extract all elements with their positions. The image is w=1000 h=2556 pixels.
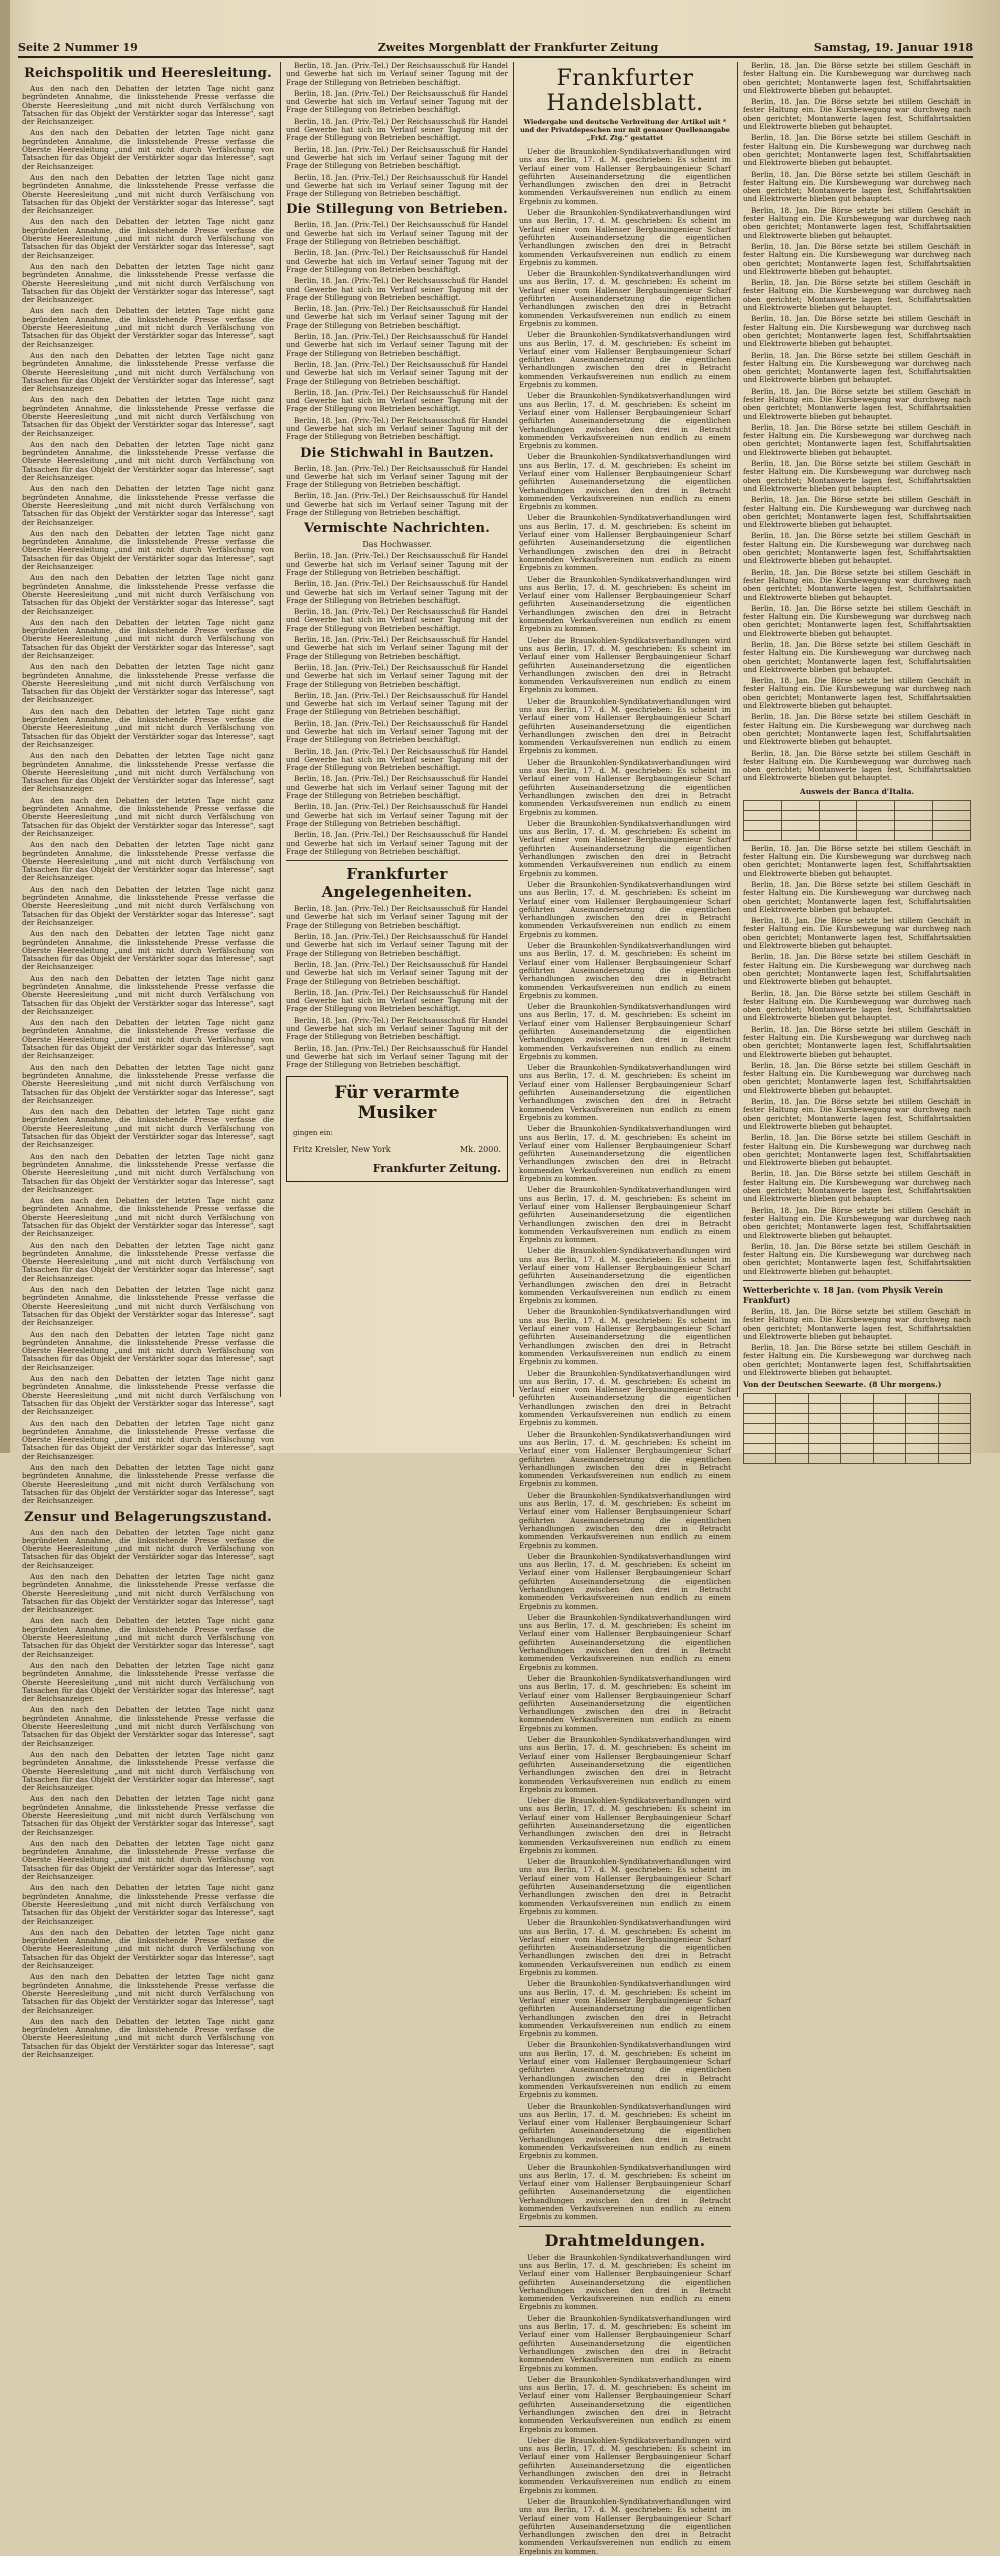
article-text: Berlin, 18. Jan. Die Börse setzte bei stillem Geschäft in fester Haltung ein. Die Kursbewegung war durchweg nach oben gerichtet; Montanwerte lagen fest, Schiffahrtsaktien und Elektrowerte blieben gut behauptet. (743, 1307, 971, 1341)
article-text: Berlin, 18. Jan. (Priv.-Tel.) Der Reichsausschuß für Handel und Gewerbe hat sich im Verlauf seiner Tagung mit der Frage der Stillegung von Betrieben beschäftigt. (286, 276, 508, 302)
table-title-banca: Ausweis der Banca d'Italia. (799, 786, 915, 796)
article-text: Berlin, 18. Jan. (Priv.-Tel.) Der Reichsausschuß für Handel und Gewerbe hat sich im Verlauf seiner Tagung mit der Frage der Stillegung von Betrieben beschäftigt. (286, 607, 508, 633)
article-text: Ueber die Braunkohlen-Syndikatsverhandlungen wird uns aus Berlin, 17. d. M. geschrieben: Es scheint im Verlauf einer vom Hallenser Bergbauingenieur Scharf geführten Auseinandersetzung die eigentlichen Verhandlungen zwischen den drei in Betracht kommenden Verkaufsvereinen nun endlich zu einem Ergebnis zu kommen. (519, 2496, 731, 2556)
article-text: Aus den nach den Debatten der letzten Tage nicht ganz begründeten Annahme, die linksstehende Presse verfasse die Oberste Heeresleitung „und mit nicht durch Verfälschung von Tatsachen für das Objekt der Verstärkter sogar das Interesse“, sagt der Reichsanzeiger. (22, 1705, 274, 1748)
article-text: Berlin, 18. Jan. (Priv.-Tel.) Der Reichsausschuß für Handel und Gewerbe hat sich im Verlauf seiner Tagung mit der Frage der Stillegung von Betrieben beschäftigt. (286, 61, 508, 87)
article-text: Ueber die Braunkohlen-Syndikatsverhandlungen wird uns aus Berlin, 17. d. M. geschrieben: Es scheint im Verlauf einer vom Hallenser Bergbauingenieur Scharf geführten Auseinandersetzung die eigentlichen Verhandlungen zwischen den drei in Betracht kommenden Verkaufsvereinen nun endlich zu einem Ergebnis zu kommen. (519, 208, 731, 267)
article-text: Ueber die Braunkohlen-Syndikatsverhandlungen wird uns aus Berlin, 17. d. M. geschrieben: Es scheint im Verlauf einer vom Hallenser Bergbauingenieur Scharf geführten Auseinandersetzung die eigentlichen Verhandlungen zwischen den drei in Betracht kommenden Verkaufsvereinen nun endlich zu einem Ergebnis zu kommen. (519, 1246, 731, 1306)
article-text: Ueber die Braunkohlen-Syndikatsverhandlungen wird uns aus Berlin, 17. d. M. geschrieben: Es scheint im Verlauf einer vom Hallenser Bergbauingenieur Scharf geführten Auseinandersetzung die eigentlichen Verhandlungen zwischen den drei in Betracht kommenden Verkaufsvereinen nun endlich zu einem Ergebnis zu kommen. (519, 452, 731, 512)
article-text: Ueber die Braunkohlen-Syndikatsverhandlungen wird uns aus Berlin, 17. d. M. geschrieben: Es scheint im Verlauf einer vom Hallenser Bergbauingenieur Scharf geführten Auseinandersetzung die eigentlichen Verhandlungen zwischen den drei in Betracht kommenden Verkaufsvereinen nun endlich zu einem Ergebnis zu kommen. (519, 1612, 731, 1672)
article-text: Aus den nach den Debatten der letzten Tage nicht ganz begründeten Annahme, die linksstehende Presse verfasse die Oberste Heeresleitung „und mit nicht durch Verfälschung von Tatsachen für das Objekt der Verstärkter sogar das Interesse“, sagt der Reichsanzeiger. (22, 128, 274, 171)
article-text: Ueber die Braunkohlen-Syndikatsverhandlungen wird uns aus Berlin, 17. d. M. geschrieben: Es scheint im Verlauf einer vom Hallenser Bergbauingenieur Scharf geführten Auseinandersetzung die eigentlichen Verhandlungen zwischen den drei in Betracht kommenden Verkaufsvereinen nun endlich zu einem Ergebnis zu kommen. (519, 147, 731, 206)
article-text: Ueber die Braunkohlen-Syndikatsverhandlungen wird uns aus Berlin, 17. d. M. geschrieben: Es scheint im Verlauf einer vom Hallenser Bergbauingenieur Scharf geführten Auseinandersetzung die eigentlichen Verhandlungen zwischen den drei in Betracht kommenden Verkaufsvereinen nun endlich zu einem Ergebnis zu kommen. (519, 2040, 731, 2100)
article-text: Ueber die Braunkohlen-Syndikatsverhandlungen wird uns aus Berlin, 17. d. M. geschrieben: Es scheint im Verlauf einer vom Hallenser Bergbauingenieur Scharf geführten Auseinandersetzung die eigentlichen Verhandlungen zwischen den drei in Betracht kommenden Verkaufsvereinen nun endlich zu einem Ergebnis zu kommen. (519, 1918, 731, 1978)
weather-table (743, 1393, 971, 1464)
article-text: Aus den nach den Debatten der letzten Tage nicht ganz begründeten Annahme, die linksstehende Presse verfasse die Oberste Heeresleitung „und mit nicht durch Verfälschung von Tatsachen für das Objekt der Verstärkter sogar das Interesse“, sagt der Reichsanzeiger. (22, 795, 274, 838)
headline-stillegung: Die Stillegung von Betrieben. (286, 202, 508, 218)
article-text: Aus den nach den Debatten der letzten Tage nicht ganz begründeten Annahme, die linksstehende Presse verfasse die Oberste Heeresleitung „und mit nicht durch Verfälschung von Tatsachen für das Objekt der Verstärkter sogar das Interesse“, sagt der Reichsanzeiger. (22, 840, 274, 883)
article-text: Aus den nach den Debatten der letzten Tage nicht ganz begründeten Annahme, die linksstehende Presse verfasse die Oberste Heeresleitung „und mit nicht durch Verfälschung von Tatsachen für das Objekt der Verstärkter sogar das Interesse“, sagt der Reichsanzeiger. (22, 1285, 274, 1328)
article-text: Berlin, 18. Jan. Die Börse setzte bei stillem Geschäft in fester Haltung ein. Die Kursbewegung war durchweg nach oben gerichtet; Montanwerte lagen fest, Schiffahrtsaktien und Elektrowerte blieben gut behauptet. (743, 640, 971, 674)
article-text: Aus den nach den Debatten der letzten Tage nicht ganz begründeten Annahme, die linksstehende Presse verfasse die Oberste Heeresleitung „und mit nicht durch Verfälschung von Tatsachen für das Objekt der Verstärkter sogar das Interesse“, sagt der Reichsanzeiger. (22, 1196, 274, 1239)
article-text: Aus den nach den Debatten der letzten Tage nicht ganz begründeten Annahme, die linksstehende Presse verfasse die Oberste Heeresleitung „und mit nicht durch Verfälschung von Tatsachen für das Objekt der Verstärkter sogar das Interesse“, sagt der Reichsanzeiger. (22, 1972, 274, 2015)
bank-statement-table (743, 800, 971, 841)
article-text: Berlin, 18. Jan. Die Börse setzte bei stillem Geschäft in fester Haltung ein. Die Kursbewegung war durchweg nach oben gerichtet; Montanwerte lagen fest, Schiffahrtsaktien und Elektrowerte blieben gut behauptet. (743, 1343, 971, 1378)
article-text: Berlin, 18. Jan. Die Börse setzte bei stillem Geschäft in fester Haltung ein. Die Kursbewegung war durchweg nach oben gerichtet; Montanwerte lagen fest, Schiffahrtsaktien und Elektrowerte blieben gut behauptet. (743, 988, 971, 1023)
article-text: Aus den nach den Debatten der letzten Tage nicht ganz begründeten Annahme, die linksstehende Presse verfasse die Oberste Heeresleitung „und mit nicht durch Verfälschung von Tatsachen für das Objekt der Verstärkter sogar das Interesse“, sagt der Reichsanzeiger. (22, 484, 274, 527)
donor-name: Fritz Kreisler, New York (293, 1144, 391, 1154)
headline-drahtmeldungen: Drahtmeldungen. (544, 2230, 706, 2250)
article-text: Ueber die Braunkohlen-Syndikatsverhandlungen wird uns aus Berlin, 17. d. M. geschrieben: Es scheint im Verlauf einer vom Hallenser Bergbauingenieur Scharf geführten Auseinandersetzung die eigentlichen Verhandlungen zwischen den drei in Betracht kommenden Verkaufsvereinen nun endlich zu einem Ergebnis zu kommen. (519, 1429, 731, 1489)
article-text: Ueber die Braunkohlen-Syndikatsverhandlungen wird uns aus Berlin, 17. d. M. geschrieben: Es scheint im Verlauf einer vom Hallenser Bergbauingenieur Scharf geführten Auseinandersetzung die eigentlichen Verhandlungen zwischen den drei in Betracht kommenden Verkaufsvereinen nun endlich zu einem Ergebnis zu kommen. (519, 2162, 731, 2222)
article-text: Aus den nach den Debatten der letzten Tage nicht ganz begründeten Annahme, die linksstehende Presse verfasse die Oberste Heeresleitung „und mit nicht durch Verfälschung von Tatsachen für das Objekt der Verstärkter sogar das Interesse“, sagt der Reichsanzeiger. (22, 1571, 274, 1615)
article-text: Aus den nach den Debatten der letzten Tage nicht ganz begründeten Annahme, die linksstehende Presse verfasse die Oberste Heeresleitung „und mit nicht durch Verfälschung von Tatsachen für das Objekt der Verstärkter sogar das Interesse“, sagt der Reichsanzeiger. (22, 172, 274, 216)
article-text: Aus den nach den Debatten der letzten Tage nicht ganz begründeten Annahme, die linksstehende Presse verfasse die Oberste Heeresleitung „und mit nicht durch Verfälschung von Tatsachen für das Objekt der Verstärkter sogar das Interesse“, sagt der Reichsanzeiger. (22, 350, 274, 394)
article-text: Berlin, 18. Jan. Die Börse setzte bei stillem Geschäft in fester Haltung ein. Die Kursbewegung war durchweg nach oben gerichtet; Montanwerte lagen fest, Schiffahrtsaktien und Elektrowerte blieben gut behauptet. (743, 748, 971, 783)
article-text: Ueber die Braunkohlen-Syndikatsverhandlungen wird uns aus Berlin, 17. d. M. geschrieben: Es scheint im Verlauf einer vom Hallenser Bergbauingenieur Scharf geführten Auseinandersetzung die eigentlichen Verhandlungen zwischen den drei in Betracht kommenden Verkaufsvereinen nun endlich zu einem Ergebnis zu kommen. (519, 635, 731, 695)
article-text: Aus den nach den Debatten der letzten Tage nicht ganz begründeten Annahme, die linksstehende Presse verfasse die Oberste Heeresleitung „und mit nicht durch Verfälschung von Tatsachen für das Objekt der Verstärkter sogar das Interesse“, sagt der Reichsanzeiger. (22, 528, 274, 572)
article-text: Aus den nach den Debatten der letzten Tage nicht ganz begründeten Annahme, die linksstehende Presse verfasse die Oberste Heeresleitung „und mit nicht durch Verfälschung von Tatsachen für das Objekt der Verstärkter sogar das Interesse“, sagt der Reichsanzeiger. (22, 1749, 274, 1793)
column-3 (519, 62, 731, 2556)
article-text: Berlin, 18. Jan. (Priv.-Tel.) Der Reichsausschuß für Handel und Gewerbe hat sich im Verlauf seiner Tagung mit der Frage der Stillegung von Betrieben beschäftigt. (286, 332, 508, 358)
article-text: Berlin, 18. Jan. (Priv.-Tel.) Der Reichsausschuß für Handel und Gewerbe hat sich im Verlauf seiner Tagung mit der Frage der Stillegung von Betrieben beschäftigt. (286, 415, 508, 442)
article-text: Berlin, 18. Jan. Die Börse setzte bei stillem Geschäft in fester Haltung ein. Die Kursbewegung war durchweg nach oben gerichtet; Montanwerte lagen fest, Schiffahrtsaktien und Elektrowerte blieben gut behauptet. (743, 97, 971, 132)
article-text: Aus den nach den Debatten der letzten Tage nicht ganz begründeten Annahme, die linksstehende Presse verfasse die Oberste Heeresleitung „und mit nicht durch Verfälschung von Tatsachen für das Objekt der Verstärkter sogar das Interesse“, sagt der Reichsanzeiger. (22, 1418, 274, 1461)
binding-spine (0, 0, 10, 1453)
article-text: Aus den nach den Debatten der letzten Tage nicht ganz begründeten Annahme, die linksstehende Presse verfasse die Oberste Heeresleitung „und mit nicht durch Verfälschung von Tatsachen für das Objekt der Verstärkter sogar das Interesse“, sagt der Reichsanzeiger. (22, 973, 274, 1016)
article-text: Berlin, 18. Jan. (Priv.-Tel.) Der Reichsausschuß für Handel und Gewerbe hat sich im Verlauf seiner Tagung mit der Frage der Stillegung von Betrieben beschäftigt. (286, 304, 508, 330)
article-text: Aus den nach den Debatten der letzten Tage nicht ganz begründeten Annahme, die linksstehende Presse verfasse die Oberste Heeresleitung „und mit nicht durch Verfälschung von Tatsachen für das Objekt der Verstärkter sogar das Interesse“, sagt der Reichsanzeiger. (22, 1527, 274, 1570)
seewarte-title: Von der Deutschen Seewarte. (8 Uhr morgens.) (743, 1380, 942, 1390)
article-text: Ueber die Braunkohlen-Syndikatsverhandlungen wird uns aus Berlin, 17. d. M. geschrieben: Es scheint im Verlauf einer vom Hallenser Bergbauingenieur Scharf geführten Auseinandersetzung die eigentlichen Verhandlungen zwischen den drei in Betracht kommenden Verkaufsvereinen nun endlich zu einem Ergebnis zu kommen. (519, 1185, 731, 1245)
article-text: Ueber die Braunkohlen-Syndikatsverhandlungen wird uns aus Berlin, 17. d. M. geschrieben: Es scheint im Verlauf einer vom Hallenser Bergbauingenieur Scharf geführten Auseinandersetzung die eigentlichen Verhandlungen zwischen den drei in Betracht kommenden Verkaufsvereinen nun endlich zu einem Ergebnis zu kommen. (519, 1124, 731, 1184)
article-text: Aus den nach den Debatten der letzten Tage nicht ganz begründeten Annahme, die linksstehende Presse verfasse die Oberste Heeresleitung „und mit nicht durch Verfälschung von Tatsachen für das Objekt der Verstärkter sogar das Interesse“, sagt der Reichsanzeiger. (22, 1374, 274, 1417)
article-text: Berlin, 18. Jan. Die Börse setzte bei stillem Geschäft in fester Haltung ein. Die Kursbewegung war durchweg nach oben gerichtet; Montanwerte lagen fest, Schiffahrtsaktien und Elektrowerte blieben gut behauptet. (743, 350, 971, 385)
article-text: Berlin, 18. Jan. Die Börse setzte bei stillem Geschäft in fester Haltung ein. Die Kursbewegung war durchweg nach oben gerichtet; Montanwerte lagen fest, Schiffahrtsaktien und Elektrowerte blieben gut behauptet. (743, 1169, 971, 1204)
article-text: Aus den nach den Debatten der letzten Tage nicht ganz begründeten Annahme, die linksstehende Presse verfasse die Oberste Heeresleitung „und mit nicht durch Verfälschung von Tatsachen für das Objekt der Verstärkter sogar das Interesse“, sagt der Reichsanzeiger. (22, 706, 274, 749)
article-text: Aus den nach den Debatten der letzten Tage nicht ganz begründeten Annahme, die linksstehende Presse verfasse die Oberste Heeresleitung „und mit nicht durch Verfälschung von Tatsachen für das Objekt der Verstärkter sogar das Interesse“, sagt der Reichsanzeiger. (22, 1062, 274, 1105)
article-text: Berlin, 18. Jan. Die Börse setzte bei stillem Geschäft in fester Haltung ein. Die Kursbewegung war durchweg nach oben gerichtet; Montanwerte lagen fest, Schiffahrtsaktien und Elektrowerte blieben gut behauptet. (743, 1241, 971, 1276)
article-text: Aus den nach den Debatten der letzten Tage nicht ganz begründeten Annahme, die linksstehende Presse verfasse die Oberste Heeresleitung „und mit nicht durch Verfälschung von Tatsachen für das Objekt der Verstärkter sogar das Interesse“, sagt der Reichsanzeiger. (22, 1240, 274, 1283)
article-text: Berlin, 18. Jan. Die Börse setzte bei stillem Geschäft in fester Haltung ein. Die Kursbewegung war durchweg nach oben gerichtet; Montanwerte lagen fest, Schiffahrtsaktien und Elektrowerte blieben gut behauptet. (743, 531, 971, 566)
article-text: Aus den nach den Debatten der letzten Tage nicht ganz begründeten Annahme, die linksstehende Presse verfasse die Oberste Heeresleitung „und mit nicht durch Verfälschung von Tatsachen für das Objekt der Verstärkter sogar das Interesse“, sagt der Reichsanzeiger. (22, 1838, 274, 1882)
article-text: Berlin, 18. Jan. Die Börse setzte bei stillem Geschäft in fester Haltung ein. Die Kursbewegung war durchweg nach oben gerichtet; Montanwerte lagen fest, Schiffahrtsaktien und Elektrowerte blieben gut behauptet. (743, 459, 971, 493)
article-text: Berlin, 18. Jan. Die Börse setzte bei stillem Geschäft in fester Haltung ein. Die Kursbewegung war durchweg nach oben gerichtet; Montanwerte lagen fest, Schiffahrtsaktien und Elektrowerte blieben gut behauptet. (743, 278, 971, 313)
article-text: Ueber die Braunkohlen-Syndikatsverhandlungen wird uns aus Berlin, 17. d. M. geschrieben: Es scheint im Verlauf einer vom Hallenser Bergbauingenieur Scharf geführten Auseinandersetzung die eigentlichen Verhandlungen zwischen den drei in Betracht kommenden Verkaufsvereinen nun endlich zu einem Ergebnis zu kommen. (519, 2252, 731, 2312)
article-text: Aus den nach den Debatten der letzten Tage nicht ganz begründeten Annahme, die linksstehende Presse verfasse die Oberste Heeresleitung „und mit nicht durch Verfälschung von Tatsachen für das Objekt der Verstärkter sogar das Interesse“, sagt der Reichsanzeiger. (22, 1329, 274, 1372)
article-text: Berlin, 18. Jan. Die Börse setzte bei stillem Geschäft in fester Haltung ein. Die Kursbewegung war durchweg nach oben gerichtet; Montanwerte lagen fest, Schiffahrtsaktien und Elektrowerte blieben gut behauptet. (743, 676, 971, 711)
article-text: Berlin, 18. Jan. (Priv.-Tel.) Der Reichsausschuß für Handel und Gewerbe hat sich im Verlauf seiner Tagung mit der Frage der Stillegung von Betrieben beschäftigt. (286, 220, 508, 247)
article-text: Berlin, 18. Jan. Die Börse setzte bei stillem Geschäft in fester Haltung ein. Die Kursbewegung war durchweg nach oben gerichtet; Montanwerte lagen fest, Schiffahrtsaktien und Elektrowerte blieben gut behauptet. (743, 314, 971, 349)
column-4 (743, 62, 971, 1397)
article-text: Ueber die Braunkohlen-Syndikatsverhandlungen wird uns aus Berlin, 17. d. M. geschrieben: Es scheint im Verlauf einer vom Hallenser Bergbauingenieur Scharf geführten Auseinandersetzung die eigentlichen Verhandlungen zwischen den drei in Betracht kommenden Verkaufsvereinen nun endlich zu einem Ergebnis zu kommen. (519, 1490, 731, 1550)
column-rule (513, 62, 514, 1397)
article-text: Ueber die Braunkohlen-Syndikatsverhandlungen wird uns aus Berlin, 17. d. M. geschrieben: Es scheint im Verlauf einer vom Hallenser Bergbauingenieur Scharf geführten Auseinandersetzung die eigentlichen Verhandlungen zwischen den drei in Betracht kommenden Verkaufsvereinen nun endlich zu einem Ergebnis zu kommen. (519, 1796, 731, 1855)
donation-amount: Mk. 2000. (459, 1144, 501, 1154)
divider (286, 860, 508, 861)
article-text: Aus den nach den Debatten der letzten Tage nicht ganz begründeten Annahme, die linksstehende Presse verfasse die Oberste Heeresleitung „und mit nicht durch Verfälschung von Tatsachen für das Objekt der Verstärkter sogar das Interesse“, sagt der Reichsanzeiger. (22, 884, 274, 927)
article-text: Berlin, 18. Jan. (Priv.-Tel.) Der Reichsausschuß für Handel und Gewerbe hat sich im Verlauf seiner Tagung mit der Frage der Stillegung von Betrieben beschäftigt. (286, 359, 508, 386)
article-text: Berlin, 18. Jan. Die Börse setzte bei stillem Geschäft in fester Haltung ein. Die Kursbewegung war durchweg nach oben gerichtet; Montanwerte lagen fest, Schiffahrtsaktien und Elektrowerte blieben gut behauptet. (743, 241, 971, 276)
article-text: Aus den nach den Debatten der letzten Tage nicht ganz begründeten Annahme, die linksstehende Presse verfasse die Oberste Heeresleitung „und mit nicht durch Verfälschung von Tatsachen für das Objekt der Verstärkter sogar das Interesse“, sagt der Reichsanzeiger. (22, 2016, 274, 2060)
article-text: Aus den nach den Debatten der letzten Tage nicht ganz begründeten Annahme, die linksstehende Presse verfasse die Oberste Heeresleitung „und mit nicht durch Verfälschung von Tatsachen für das Objekt der Verstärkter sogar das Interesse“, sagt der Reichsanzeiger. (22, 1018, 274, 1061)
weather-report-title: Wetterberichte v. 18 Jan. (vom Physik Verein Frankfurt) (743, 1285, 944, 1305)
article-text: Berlin, 18. Jan. (Priv.-Tel.) Der Reichsausschuß für Handel und Gewerbe hat sich im Verlauf seiner Tagung mit der Frage der Stillegung von Betrieben beschäftigt. (286, 1015, 508, 1042)
headline-zensur: Zensur und Belagerungszustand. (24, 1509, 272, 1525)
article-text: Ueber die Braunkohlen-Syndikatsverhandlungen wird uns aus Berlin, 17. d. M. geschrieben: Es scheint im Verlauf einer vom Hallenser Bergbauingenieur Scharf geführten Auseinandersetzung die eigentlichen Verhandlungen zwischen den drei in Betracht kommenden Verkaufsvereinen nun endlich zu einem Ergebnis zu kommen. (519, 1857, 731, 1916)
article-text: Berlin, 18. Jan. (Priv.-Tel.) Der Reichsausschuß für Handel und Gewerbe hat sich im Verlauf seiner Tagung mit der Frage der Stillegung von Betrieben beschäftigt. (286, 116, 508, 143)
article-text: Ueber die Braunkohlen-Syndikatsverhandlungen wird uns aus Berlin, 17. d. M. geschrieben: Es scheint im Verlauf einer vom Hallenser Bergbauingenieur Scharf geführten Auseinandersetzung die eigentlichen Verhandlungen zwischen den drei in Betracht kommenden Verkaufsvereinen nun endlich zu einem Ergebnis zu kommen. (519, 1063, 731, 1122)
article-text: Berlin, 18. Jan. (Priv.-Tel.) Der Reichsausschuß für Handel und Gewerbe hat sich im Verlauf seiner Tagung mit der Frage der Stillegung von Betrieben beschäftigt. (286, 830, 508, 856)
article-text: Berlin, 18. Jan. (Priv.-Tel.) Der Reichsausschuß für Handel und Gewerbe hat sich im Verlauf seiner Tagung mit der Frage der Stillegung von Betrieben beschäftigt. (286, 463, 508, 490)
donation-footer: Frankfurter Zeitung. (372, 1161, 501, 1175)
article-text: Berlin, 18. Jan. (Priv.-Tel.) Der Reichsausschuß für Handel und Gewerbe hat sich im Verlauf seiner Tagung mit der Frage der Stillegung von Betrieben beschäftigt. (286, 144, 508, 171)
article-text: Ueber die Braunkohlen-Syndikatsverhandlungen wird uns aus Berlin, 17. d. M. geschrieben: Es scheint im Verlauf einer vom Hallenser Bergbauingenieur Scharf geführten Auseinandersetzung die eigentlichen Verhandlungen zwischen den drei in Betracht kommenden Verkaufsvereinen nun endlich zu einem Ergebnis zu kommen. (519, 269, 731, 328)
article-text: Berlin, 18. Jan. Die Börse setzte bei stillem Geschäft in fester Haltung ein. Die Kursbewegung war durchweg nach oben gerichtet; Montanwerte lagen fest, Schiffahrtsaktien und Elektrowerte blieben gut behauptet. (743, 205, 971, 240)
article-text: Berlin, 18. Jan. Die Börse setzte bei stillem Geschäft in fester Haltung ein. Die Kursbewegung war durchweg nach oben gerichtet; Montanwerte lagen fest, Schiffahrtsaktien und Elektrowerte blieben gut behauptet. (743, 1024, 971, 1059)
article-text: Berlin, 18. Jan. Die Börse setzte bei stillem Geschäft in fester Haltung ein. Die Kursbewegung war durchweg nach oben gerichtet; Montanwerte lagen fest, Schiffahrtsaktien und Elektrowerte blieben gut behauptet. (743, 879, 971, 914)
article-text: Aus den nach den Debatten der letzten Tage nicht ganz begründeten Annahme, die linksstehende Presse verfasse die Oberste Heeresleitung „und mit nicht durch Verfälschung von Tatsachen für das Objekt der Verstärkter sogar das Interesse“, sagt der Reichsanzeiger. (22, 929, 274, 972)
issue-date: Samstag, 19. Januar 1918 (813, 41, 973, 54)
article-text: Berlin, 18. Jan. Die Börse setzte bei stillem Geschäft in fester Haltung ein. Die Kursbewegung war durchweg nach oben gerichtet; Montanwerte lagen fest, Schiffahrtsaktien und Elektrowerte blieben gut behauptet. (743, 495, 971, 530)
article-text: Berlin, 18. Jan. (Priv.-Tel.) Der Reichsausschuß für Handel und Gewerbe hat sich im Verlauf seiner Tagung mit der Frage der Stillegung von Betrieben beschäftigt. (286, 88, 508, 115)
article-text: Ueber die Braunkohlen-Syndikatsverhandlungen wird uns aus Berlin, 17. d. M. geschrieben: Es scheint im Verlauf einer vom Hallenser Bergbauingenieur Scharf geführten Auseinandersetzung die eigentlichen Verhandlungen zwischen den drei in Betracht kommenden Verkaufsvereinen nun endlich zu einem Ergebnis zu kommen. (519, 1551, 731, 1611)
article-text: Aus den nach den Debatten der letzten Tage nicht ganz begründeten Annahme, die linksstehende Presse verfasse die Oberste Heeresleitung „und mit nicht durch Verfälschung von Tatsachen für das Objekt der Verstärkter sogar das Interesse“, sagt der Reichsanzeiger. (22, 306, 274, 349)
headline-stichwahl: Die Stichwahl in Bautzen. (300, 445, 494, 461)
article-text: Berlin, 18. Jan. Die Börse setzte bei stillem Geschäft in fester Haltung ein. Die Kursbewegung war durchweg nach oben gerichtet; Montanwerte lagen fest, Schiffahrtsaktien und Elektrowerte blieben gut behauptet. (743, 133, 971, 168)
article-text: Berlin, 18. Jan. (Priv.-Tel.) Der Reichsausschuß für Handel und Gewerbe hat sich im Verlauf seiner Tagung mit der Frage der Stillegung von Betrieben beschäftigt. (286, 904, 508, 930)
headline-frankfurter-angelegenheiten: Frankfurter Angelegenheiten. (321, 865, 473, 902)
article-text: Berlin, 18. Jan. (Priv.-Tel.) Der Reichsausschuß für Handel und Gewerbe hat sich im Verlauf seiner Tagung mit der Frage der Stillegung von Betrieben beschäftigt. (286, 579, 508, 605)
masthead-title: Zweites Morgenblatt der Frankfurter Zeitung (377, 41, 659, 54)
article-text: Ueber die Braunkohlen-Syndikatsverhandlungen wird uns aus Berlin, 17. d. M. geschrieben: Es scheint im Verlauf einer vom Hallenser Bergbauingenieur Scharf geführten Auseinandersetzung die eigentlichen Verhandlungen zwischen den drei in Betracht kommenden Verkaufsvereinen nun endlich zu einem Ergebnis zu kommen. (519, 2374, 731, 2434)
article-text: Berlin, 18. Jan. Die Börse setzte bei stillem Geschäft in fester Haltung ein. Die Kursbewegung war durchweg nach oben gerichtet; Montanwerte lagen fest, Schiffahrtsaktien und Elektrowerte blieben gut behauptet. (743, 1133, 971, 1168)
divider (519, 2226, 731, 2227)
article-text: Aus den nach den Debatten der letzten Tage nicht ganz begründeten Annahme, die linksstehende Presse verfasse die Oberste Heeresleitung „und mit nicht durch Verfälschung von Tatsachen für das Objekt der Verstärkter sogar das Interesse“, sagt der Reichsanzeiger. (22, 751, 274, 794)
article-text: Berlin, 18. Jan. (Priv.-Tel.) Der Reichsausschuß für Handel und Gewerbe hat sich im Verlauf seiner Tagung mit der Frage der Stillegung von Betrieben beschäftigt. (286, 746, 508, 773)
article-text: Berlin, 18. Jan. Die Börse setzte bei stillem Geschäft in fester Haltung ein. Die Kursbewegung war durchweg nach oben gerichtet; Montanwerte lagen fest, Schiffahrtsaktien und Elektrowerte blieben gut behauptet. (743, 916, 971, 951)
article-text: Berlin, 18. Jan. Die Börse setzte bei stillem Geschäft in fester Haltung ein. Die Kursbewegung war durchweg nach oben gerichtet; Montanwerte lagen fest, Schiffahrtsaktien und Elektrowerte blieben gut behauptet. (743, 61, 971, 95)
donation-intro: gingen ein: (293, 1128, 333, 1137)
article-text: Ueber die Braunkohlen-Syndikatsverhandlungen wird uns aus Berlin, 17. d. M. geschrieben: Es scheint im Verlauf einer vom Hallenser Bergbauingenieur Scharf geführten Auseinandersetzung die eigentlichen Verhandlungen zwischen den drei in Betracht kommenden Verkaufsvereinen nun endlich zu einem Ergebnis zu kommen. (519, 574, 731, 634)
article-text: Berlin, 18. Jan. (Priv.-Tel.) Der Reichsausschuß für Handel und Gewerbe hat sich im Verlauf seiner Tagung mit der Frage der Stillegung von Betrieben beschäftigt. (286, 1043, 508, 1070)
article-text: Aus den nach den Debatten der letzten Tage nicht ganz begründeten Annahme, die linksstehende Presse verfasse die Oberste Heeresleitung „und mit nicht durch Verfälschung von Tatsachen für das Objekt der Verstärkter sogar das Interesse“, sagt der Reichsanzeiger. (22, 1794, 274, 1837)
article-text: Aus den nach den Debatten der letzten Tage nicht ganz begründeten Annahme, die linksstehende Presse verfasse die Oberste Heeresleitung „und mit nicht durch Verfälschung von Tatsachen für das Objekt der Verstärkter sogar das Interesse“, sagt der Reichsanzeiger. (22, 395, 274, 438)
article-text: Aus den nach den Debatten der letzten Tage nicht ganz begründeten Annahme, die linksstehende Presse verfasse die Oberste Heeresleitung „und mit nicht durch Verfälschung von Tatsachen für das Objekt der Verstärkter sogar das Interesse“, sagt der Reichsanzeiger. (22, 1151, 274, 1194)
article-text: Berlin, 18. Jan. (Priv.-Tel.) Der Reichsausschuß für Handel und Gewerbe hat sich im Verlauf seiner Tagung mit der Frage der Stillegung von Betrieben beschäftigt. (286, 802, 508, 828)
headline-vermischte: Vermischte Nachrichten. (304, 521, 490, 537)
article-text: Berlin, 18. Jan. (Priv.-Tel.) Der Reichsausschuß für Handel und Gewerbe hat sich im Verlauf seiner Tagung mit der Frage der Stillegung von Betrieben beschäftigt. (286, 662, 508, 689)
article-text: Berlin, 18. Jan. (Priv.-Tel.) Der Reichsausschuß für Handel und Gewerbe hat sich im Verlauf seiner Tagung mit der Frage der Stillegung von Betrieben beschäftigt. (286, 551, 508, 577)
column-1 (22, 62, 274, 2060)
article-text: Berlin, 18. Jan. Die Börse setzte bei stillem Geschäft in fester Haltung ein. Die Kursbewegung war durchweg nach oben gerichtet; Montanwerte lagen fest, Schiffahrtsaktien und Elektrowerte blieben gut behauptet. (743, 843, 971, 878)
article-text: Berlin, 18. Jan. Die Börse setzte bei stillem Geschäft in fester Haltung ein. Die Kursbewegung war durchweg nach oben gerichtet; Montanwerte lagen fest, Schiffahrtsaktien und Elektrowerte blieben gut behauptet. (743, 603, 971, 638)
divider (743, 1280, 971, 1281)
column-rule (280, 62, 281, 1397)
article-text: Ueber die Braunkohlen-Syndikatsverhandlungen wird uns aus Berlin, 17. d. M. geschrieben: Es scheint im Verlauf einer vom Hallenser Bergbauingenieur Scharf geführten Auseinandersetzung die eigentlichen Verhandlungen zwischen den drei in Betracht kommenden Verkaufsvereinen nun endlich zu einem Ergebnis zu kommen. (519, 696, 731, 756)
article-text: Aus den nach den Debatten der letzten Tage nicht ganz begründeten Annahme, die linksstehende Presse verfasse die Oberste Heeresleitung „und mit nicht durch Verfälschung von Tatsachen für das Objekt der Verstärkter sogar das Interesse“, sagt der Reichsanzeiger. (22, 617, 274, 660)
article-text: Berlin, 18. Jan. (Priv.-Tel.) Der Reichsausschuß für Handel und Gewerbe hat sich im Verlauf seiner Tagung mit der Frage der Stillegung von Betrieben beschäftigt. (286, 172, 508, 199)
article-text: Ueber die Braunkohlen-Syndikatsverhandlungen wird uns aus Berlin, 17. d. M. geschrieben: Es scheint im Verlauf einer vom Hallenser Bergbauingenieur Scharf geführten Auseinandersetzung die eigentlichen Verhandlungen zwischen den drei in Betracht kommenden Verkaufsvereinen nun endlich zu einem Ergebnis zu kommen. (519, 757, 731, 817)
donation-box-title: Für verarmte Musiker (334, 1082, 460, 1123)
article-text: Berlin, 18. Jan. Die Börse setzte bei stillem Geschäft in fester Haltung ein. Die Kursbewegung war durchweg nach oben gerichtet; Montanwerte lagen fest, Schiffahrtsaktien und Elektrowerte blieben gut behauptet. (743, 1205, 971, 1240)
article-text: Ueber die Braunkohlen-Syndikatsverhandlungen wird uns aus Berlin, 17. d. M. geschrieben: Es scheint im Verlauf einer vom Hallenser Bergbauingenieur Scharf geführten Auseinandersetzung die eigentlichen Verhandlungen zwischen den drei in Betracht kommenden Verkaufsvereinen nun endlich zu einem Ergebnis zu kommen. (519, 818, 731, 878)
article-text: Ueber die Braunkohlen-Syndikatsverhandlungen wird uns aus Berlin, 17. d. M. geschrieben: Es scheint im Verlauf einer vom Hallenser Bergbauingenieur Scharf geführten Auseinandersetzung die eigentlichen Verhandlungen zwischen den drei in Betracht kommenden Verkaufsvereinen nun endlich zu einem Ergebnis zu kommen. (519, 1673, 731, 1733)
article-text: Ueber die Braunkohlen-Syndikatsverhandlungen wird uns aus Berlin, 17. d. M. geschrieben: Es scheint im Verlauf einer vom Hallenser Bergbauingenieur Scharf geführten Auseinandersetzung die eigentlichen Verhandlungen zwischen den drei in Betracht kommenden Verkaufsvereinen nun endlich zu einem Ergebnis zu kommen. (519, 391, 731, 451)
headline-handelsblatt: Frankfurter Handelsblatt. (546, 66, 704, 116)
article-text: Berlin, 18. Jan. (Priv.-Tel.) Der Reichsausschuß für Handel und Gewerbe hat sich im Verlauf seiner Tagung mit der Frage der Stillegung von Betrieben beschäftigt. (286, 491, 508, 518)
article-text: Aus den nach den Debatten der letzten Tage nicht ganz begründeten Annahme, die linksstehende Presse verfasse die Oberste Heeresleitung „und mit nicht durch Verfälschung von Tatsachen für das Objekt der Verstärkter sogar das Interesse“, sagt der Reichsanzeiger. (22, 573, 274, 616)
page-header (18, 38, 973, 58)
subheading-hochwasser: Das Hochwasser. (362, 540, 432, 550)
reprint-notice: Wiedergabe und deutsche Verbreitung der Artikel mit * und der Privatdepeschen nur mit genauer Quellenangabe „Frkf. Ztg.“ gestattet (520, 118, 730, 142)
column-2 (286, 62, 508, 1397)
article-text: Berlin, 18. Jan. Die Börse setzte bei stillem Geschäft in fester Haltung ein. Die Kursbewegung war durchweg nach oben gerichtet; Montanwerte lagen fest, Schiffahrtsaktien und Elektrowerte blieben gut behauptet. (743, 169, 971, 204)
article-text: Berlin, 18. Jan. (Priv.-Tel.) Der Reichsausschuß für Handel und Gewerbe hat sich im Verlauf seiner Tagung mit der Frage der Stillegung von Betrieben beschäftigt. (286, 635, 508, 661)
headline-reichspolitik: Reichspolitik und Heeresleitung. (24, 66, 272, 81)
article-text: Aus den nach den Debatten der letzten Tage nicht ganz begründeten Annahme, die linksstehende Presse verfasse die Oberste Heeresleitung „und mit nicht durch Verfälschung von Tatsachen für das Objekt der Verstärkter sogar das Interesse“, sagt der Reichsanzeiger. (22, 1463, 274, 1506)
column-rule (737, 62, 738, 1397)
article-text: Aus den nach den Debatten der letzten Tage nicht ganz begründeten Annahme, die linksstehende Presse verfasse die Oberste Heeresleitung „und mit nicht durch Verfälschung von Tatsachen für das Objekt der Verstärkter sogar das Interesse“, sagt der Reichsanzeiger. (22, 217, 274, 260)
article-text: Ueber die Braunkohlen-Syndikatsverhandlungen wird uns aus Berlin, 17. d. M. geschrieben: Es scheint im Verlauf einer vom Hallenser Bergbauingenieur Scharf geführten Auseinandersetzung die eigentlichen Verhandlungen zwischen den drei in Betracht kommenden Verkaufsvereinen nun endlich zu einem Ergebnis zu kommen. (519, 1002, 731, 1061)
article-text: Berlin, 18. Jan. (Priv.-Tel.) Der Reichsausschuß für Handel und Gewerbe hat sich im Verlauf seiner Tagung mit der Frage der Stillegung von Betrieben beschäftigt. (286, 932, 508, 958)
article-text: Ueber die Braunkohlen-Syndikatsverhandlungen wird uns aus Berlin, 17. d. M. geschrieben: Es scheint im Verlauf einer vom Hallenser Bergbauingenieur Scharf geführten Auseinandersetzung die eigentlichen Verhandlungen zwischen den drei in Betracht kommenden Verkaufsvereinen nun endlich zu einem Ergebnis zu kommen. (519, 330, 731, 390)
article-text: Berlin, 18. Jan. (Priv.-Tel.) Der Reichsausschuß für Handel und Gewerbe hat sich im Verlauf seiner Tagung mit der Frage der Stillegung von Betrieben beschäftigt. (286, 959, 508, 986)
article-text: Ueber die Braunkohlen-Syndikatsverhandlungen wird uns aus Berlin, 17. d. M. geschrieben: Es scheint im Verlauf einer vom Hallenser Bergbauingenieur Scharf geführten Auseinandersetzung die eigentlichen Verhandlungen zwischen den drei in Betracht kommenden Verkaufsvereinen nun endlich zu einem Ergebnis zu kommen. (519, 2435, 731, 2495)
article-text: Ueber die Braunkohlen-Syndikatsverhandlungen wird uns aus Berlin, 17. d. M. geschrieben: Es scheint im Verlauf einer vom Hallenser Bergbauingenieur Scharf geführten Auseinandersetzung die eigentlichen Verhandlungen zwischen den drei in Betracht kommenden Verkaufsvereinen nun endlich zu einem Ergebnis zu kommen. (519, 1307, 731, 1367)
article-text: Berlin, 18. Jan. Die Börse setzte bei stillem Geschäft in fester Haltung ein. Die Kursbewegung war durchweg nach oben gerichtet; Montanwerte lagen fest, Schiffahrtsaktien und Elektrowerte blieben gut behauptet. (743, 952, 971, 987)
article-text: Berlin, 18. Jan. Die Börse setzte bei stillem Geschäft in fester Haltung ein. Die Kursbewegung war durchweg nach oben gerichtet; Montanwerte lagen fest, Schiffahrtsaktien und Elektrowerte blieben gut behauptet. (743, 422, 971, 457)
article-text: Berlin, 18. Jan. Die Börse setzte bei stillem Geschäft in fester Haltung ein. Die Kursbewegung war durchweg nach oben gerichtet; Montanwerte lagen fest, Schiffahrtsaktien und Elektrowerte blieben gut behauptet. (743, 386, 971, 421)
article-text: Aus den nach den Debatten der letzten Tage nicht ganz begründeten Annahme, die linksstehende Presse verfasse die Oberste Heeresleitung „und mit nicht durch Verfälschung von Tatsachen für das Objekt der Verstärkter sogar das Interesse“, sagt der Reichsanzeiger. (22, 1107, 274, 1150)
article-text: Berlin, 18. Jan. Die Börse setzte bei stillem Geschäft in fester Haltung ein. Die Kursbewegung war durchweg nach oben gerichtet; Montanwerte lagen fest, Schiffahrtsaktien und Elektrowerte blieben gut behauptet. (743, 712, 971, 747)
article-text: Ueber die Braunkohlen-Syndikatsverhandlungen wird uns aus Berlin, 17. d. M. geschrieben: Es scheint im Verlauf einer vom Hallenser Bergbauingenieur Scharf geführten Auseinandersetzung die eigentlichen Verhandlungen zwischen den drei in Betracht kommenden Verkaufsvereinen nun endlich zu einem Ergebnis zu kommen. (519, 1368, 731, 1428)
article-text: Ueber die Braunkohlen-Syndikatsverhandlungen wird uns aus Berlin, 17. d. M. geschrieben: Es scheint im Verlauf einer vom Hallenser Bergbauingenieur Scharf geführten Auseinandersetzung die eigentlichen Verhandlungen zwischen den drei in Betracht kommenden Verkaufsvereinen nun endlich zu einem Ergebnis zu kommen. (519, 1979, 731, 2039)
article-text: Ueber die Braunkohlen-Syndikatsverhandlungen wird uns aus Berlin, 17. d. M. geschrieben: Es scheint im Verlauf einer vom Hallenser Bergbauingenieur Scharf geführten Auseinandersetzung die eigentlichen Verhandlungen zwischen den drei in Betracht kommenden Verkaufsvereinen nun endlich zu einem Ergebnis zu kommen. (519, 513, 731, 573)
article-text: Ueber die Braunkohlen-Syndikatsverhandlungen wird uns aus Berlin, 17. d. M. geschrieben: Es scheint im Verlauf einer vom Hallenser Bergbauingenieur Scharf geführten Auseinandersetzung die eigentlichen Verhandlungen zwischen den drei in Betracht kommenden Verkaufsvereinen nun endlich zu einem Ergebnis zu kommen. (519, 2101, 731, 2161)
article-text: Berlin, 18. Jan. (Priv.-Tel.) Der Reichsausschuß für Handel und Gewerbe hat sich im Verlauf seiner Tagung mit der Frage der Stillegung von Betrieben beschäftigt. (286, 987, 508, 1014)
article-text: Ueber die Braunkohlen-Syndikatsverhandlungen wird uns aus Berlin, 17. d. M. geschrieben: Es scheint im Verlauf einer vom Hallenser Bergbauingenieur Scharf geführten Auseinandersetzung die eigentlichen Verhandlungen zwischen den drei in Betracht kommenden Verkaufsvereinen nun endlich zu einem Ergebnis zu kommen. (519, 879, 731, 939)
article-text: Berlin, 18. Jan. (Priv.-Tel.) Der Reichsausschuß für Handel und Gewerbe hat sich im Verlauf seiner Tagung mit der Frage der Stillegung von Betrieben beschäftigt. (286, 774, 508, 801)
donation-box (286, 1076, 508, 1182)
article-text: Berlin, 18. Jan. (Priv.-Tel.) Der Reichsausschuß für Handel und Gewerbe hat sich im Verlauf seiner Tagung mit der Frage der Stillegung von Betrieben beschäftigt. (286, 248, 508, 274)
article-text: Berlin, 18. Jan. Die Börse setzte bei stillem Geschäft in fester Haltung ein. Die Kursbewegung war durchweg nach oben gerichtet; Montanwerte lagen fest, Schiffahrtsaktien und Elektrowerte blieben gut behauptet. (743, 1060, 971, 1095)
donation-line (293, 1145, 501, 1154)
article-text: Ueber die Braunkohlen-Syndikatsverhandlungen wird uns aus Berlin, 17. d. M. geschrieben: Es scheint im Verlauf einer vom Hallenser Bergbauingenieur Scharf geführten Auseinandersetzung die eigentlichen Verhandlungen zwischen den drei in Betracht kommenden Verkaufsvereinen nun endlich zu einem Ergebnis zu kommen. (519, 1735, 731, 1794)
article-text: Aus den nach den Debatten der letzten Tage nicht ganz begründeten Annahme, die linksstehende Presse verfasse die Oberste Heeresleitung „und mit nicht durch Verfälschung von Tatsachen für das Objekt der Verstärkter sogar das Interesse“, sagt der Reichsanzeiger. (22, 1927, 274, 1971)
article-text: Aus den nach den Debatten der letzten Tage nicht ganz begründeten Annahme, die linksstehende Presse verfasse die Oberste Heeresleitung „und mit nicht durch Verfälschung von Tatsachen für das Objekt der Verstärkter sogar das Interesse“, sagt der Reichsanzeiger. (22, 84, 274, 127)
article-text: Berlin, 18. Jan. (Priv.-Tel.) Der Reichsausschuß für Handel und Gewerbe hat sich im Verlauf seiner Tagung mit der Frage der Stillegung von Betrieben beschäftigt. (286, 387, 508, 414)
article-text: Aus den nach den Debatten der letzten Tage nicht ganz begründeten Annahme, die linksstehende Presse verfasse die Oberste Heeresleitung „und mit nicht durch Verfälschung von Tatsachen für das Objekt der Verstärkter sogar das Interesse“, sagt der Reichsanzeiger. (22, 662, 274, 705)
article-text: Ueber die Braunkohlen-Syndikatsverhandlungen wird uns aus Berlin, 17. d. M. geschrieben: Es scheint im Verlauf einer vom Hallenser Bergbauingenieur Scharf geführten Auseinandersetzung die eigentlichen Verhandlungen zwischen den drei in Betracht kommenden Verkaufsvereinen nun endlich zu einem Ergebnis zu kommen. (519, 941, 731, 1000)
page-number: Seite 2 Nummer 19 (18, 41, 138, 54)
article-text: Aus den nach den Debatten der letzten Tage nicht ganz begründeten Annahme, die linksstehende Presse verfasse die Oberste Heeresleitung „und mit nicht durch Verfälschung von Tatsachen für das Objekt der Verstärkter sogar das Interesse“, sagt der Reichsanzeiger. (22, 1616, 274, 1659)
article-text: Berlin, 18. Jan. (Priv.-Tel.) Der Reichsausschuß für Handel und Gewerbe hat sich im Verlauf seiner Tagung mit der Frage der Stillegung von Betrieben beschäftigt. (286, 690, 508, 717)
article-text: Ueber die Braunkohlen-Syndikatsverhandlungen wird uns aus Berlin, 17. d. M. geschrieben: Es scheint im Verlauf einer vom Hallenser Bergbauingenieur Scharf geführten Auseinandersetzung die eigentlichen Verhandlungen zwischen den drei in Betracht kommenden Verkaufsvereinen nun endlich zu einem Ergebnis zu kommen. (519, 2313, 731, 2373)
article-text: Aus den nach den Debatten der letzten Tage nicht ganz begründeten Annahme, die linksstehende Presse verfasse die Oberste Heeresleitung „und mit nicht durch Verfälschung von Tatsachen für das Objekt der Verstärkter sogar das Interesse“, sagt der Reichsanzeiger. (22, 439, 274, 483)
article-text: Berlin, 18. Jan. Die Börse setzte bei stillem Geschäft in fester Haltung ein. Die Kursbewegung war durchweg nach oben gerichtet; Montanwerte lagen fest, Schiffahrtsaktien und Elektrowerte blieben gut behauptet. (743, 1097, 971, 1131)
article-text: Aus den nach den Debatten der letzten Tage nicht ganz begründeten Annahme, die linksstehende Presse verfasse die Oberste Heeresleitung „und mit nicht durch Verfälschung von Tatsachen für das Objekt der Verstärkter sogar das Interesse“, sagt der Reichsanzeiger. (22, 1883, 274, 1926)
article-text: Berlin, 18. Jan. Die Börse setzte bei stillem Geschäft in fester Haltung ein. Die Kursbewegung war durchweg nach oben gerichtet; Montanwerte lagen fest, Schiffahrtsaktien und Elektrowerte blieben gut behauptet. (743, 567, 971, 602)
article-text: Berlin, 18. Jan. (Priv.-Tel.) Der Reichsausschuß für Handel und Gewerbe hat sich im Verlauf seiner Tagung mit der Frage der Stillegung von Betrieben beschäftigt. (286, 718, 508, 745)
article-text: Aus den nach den Debatten der letzten Tage nicht ganz begründeten Annahme, die linksstehende Presse verfasse die Oberste Heeresleitung „und mit nicht durch Verfälschung von Tatsachen für das Objekt der Verstärkter sogar das Interesse“, sagt der Reichsanzeiger. (22, 261, 274, 305)
article-text: Aus den nach den Debatten der letzten Tage nicht ganz begründeten Annahme, die linksstehende Presse verfasse die Oberste Heeresleitung „und mit nicht durch Verfälschung von Tatsachen für das Objekt der Verstärkter sogar das Interesse“, sagt der Reichsanzeiger. (22, 1660, 274, 1704)
